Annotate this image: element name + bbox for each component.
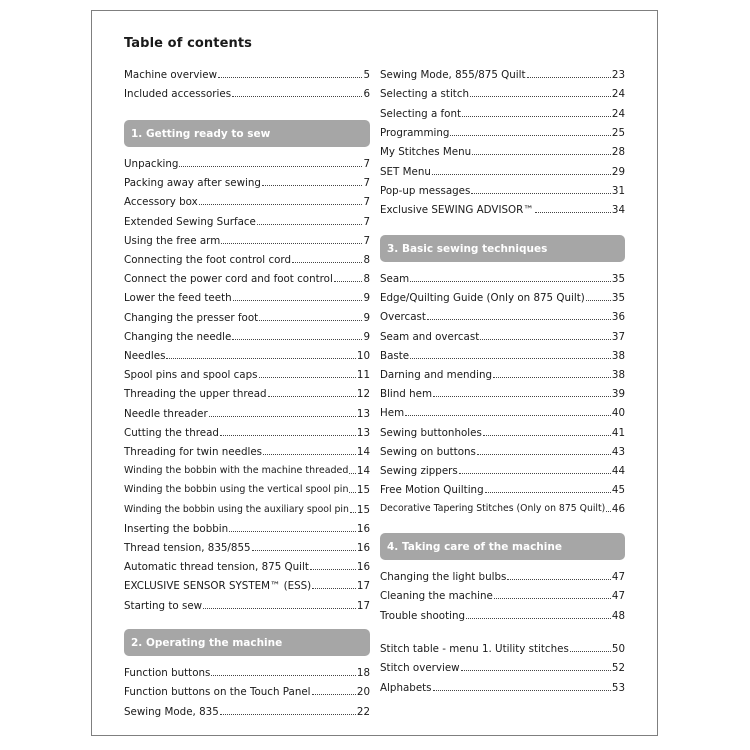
dot-leader — [229, 531, 356, 532]
dot-leader — [570, 651, 611, 652]
toc-entry-title: Unpacking — [124, 158, 179, 170]
toc-entry-title: Free Motion Quilting — [380, 484, 484, 497]
toc-entry — [124, 310, 370, 324]
toc-entry-page: 9 — [363, 311, 370, 324]
section-heading-1: 1. Getting ready to sew — [124, 120, 370, 147]
toc-entry-title: Connect the power cord and foot control — [124, 273, 333, 286]
dot-leader — [535, 212, 611, 213]
toc-entry — [380, 144, 625, 158]
toc-entry-title: Threading the upper thread — [124, 388, 267, 401]
toc-entry — [380, 482, 625, 496]
toc-entry-page: 22 — [356, 705, 370, 718]
toc-entry — [380, 405, 625, 419]
toc-entry — [124, 425, 370, 439]
dot-leader — [433, 690, 611, 691]
dot-leader — [221, 243, 362, 244]
toc-entry — [380, 125, 625, 139]
dot-leader — [410, 281, 611, 282]
dot-leader — [450, 135, 610, 136]
toc-entry-page: 38 — [611, 369, 625, 381]
dot-leader — [259, 377, 356, 378]
dot-leader — [350, 512, 356, 513]
dot-leader — [312, 694, 356, 695]
toc-entry-title: Extended Sewing Surface — [124, 215, 256, 228]
toc-entry-page: 16 — [356, 522, 370, 535]
toc-entry-page: 18 — [356, 667, 370, 679]
toc-entry-title: Decorative Tapering Stitches (Only on 875 Quilt) — [380, 503, 606, 515]
toc-entry-page: 16 — [356, 542, 370, 554]
toc-entry-title: Sewing on buttons — [380, 445, 476, 458]
toc-entry — [124, 559, 370, 573]
toc-entry-title: Alphabets — [380, 681, 432, 694]
toc-entry-page: 47 — [611, 590, 625, 603]
toc-entry-page: 35 — [611, 292, 625, 305]
toc-entry-page: 35 — [611, 273, 625, 285]
toc-entry — [124, 598, 370, 612]
toc-entry — [124, 463, 370, 477]
toc-entry-title: Starting to sew — [124, 599, 203, 612]
toc-entry — [380, 86, 625, 100]
toc-entry-title: Connecting the foot control cord — [124, 254, 291, 266]
toc-entry-page: 8 — [363, 273, 370, 286]
toc-entry-title: Programming — [380, 126, 450, 139]
toc-entry — [124, 540, 370, 554]
toc-entry-title: Edge/Quilting Guide (Only on 875 Quilt) — [380, 292, 585, 305]
toc-entry-page: 46 — [611, 503, 625, 516]
toc-entry-page: 43 — [611, 445, 625, 458]
toc-entry — [124, 386, 370, 400]
toc-entry-page: 10 — [356, 350, 370, 362]
toc-entry-title: Included accessories — [124, 88, 232, 101]
toc-entry-title: Needle threader — [124, 407, 208, 420]
toc-entry-page: 23 — [611, 69, 625, 81]
toc-entry-title: Inserting the bobbin — [124, 522, 229, 535]
toc-entry-page: 45 — [611, 484, 625, 497]
toc-entry — [380, 329, 625, 343]
toc-entry-page: 41 — [611, 426, 625, 439]
dot-leader — [211, 675, 355, 676]
toc-entry-page: 47 — [611, 571, 625, 583]
toc-entry-page: 44 — [611, 465, 625, 477]
toc-entry-page: 11 — [356, 369, 370, 382]
toc-entry-page: 38 — [611, 349, 625, 362]
section-heading-2: 2. Operating the machine — [124, 629, 370, 656]
dot-leader — [477, 454, 611, 455]
dot-leader — [527, 77, 611, 78]
dot-leader — [462, 116, 611, 117]
toc-entry — [124, 175, 370, 189]
toc-entry-page: 7 — [363, 234, 370, 247]
toc-entry-page: 24 — [611, 107, 625, 120]
toc-entry-page: 34 — [611, 204, 625, 217]
toc-entry-page: 16 — [356, 561, 370, 574]
toc-entry-title: Sewing Mode, 835 — [124, 705, 219, 718]
toc-entry-title: Function buttons on the Touch Panel — [124, 686, 311, 699]
toc-entry-page: 37 — [611, 330, 625, 343]
toc-entry — [380, 425, 625, 439]
toc-entry-title: Stitch table - menu 1. Utility stitches — [380, 643, 569, 655]
dot-leader — [480, 339, 611, 340]
dot-leader — [494, 598, 611, 599]
toc-entry — [380, 501, 625, 515]
dot-leader — [485, 492, 611, 493]
toc-entry-title: Overcast — [380, 311, 426, 324]
toc-entry — [124, 233, 370, 247]
dot-leader — [203, 608, 356, 609]
toc-entry — [124, 704, 370, 718]
toc-entry-title: Automatic thread tension, 875 Quilt — [124, 561, 309, 574]
toc-entry — [124, 348, 370, 362]
dot-leader — [466, 618, 611, 619]
toc-entry-page: 17 — [356, 599, 370, 612]
toc-entry-title: Changing the light bulbs — [380, 571, 507, 583]
toc-entry — [380, 183, 625, 197]
dot-leader — [349, 492, 355, 493]
toc-entry — [380, 271, 625, 285]
toc-entry-title: Seam — [380, 273, 410, 285]
toc-entry-title: Seam and overcast — [380, 330, 480, 343]
toc-entry — [380, 367, 625, 381]
dot-leader — [220, 714, 356, 715]
toc-entry — [380, 569, 625, 583]
toc-entry-page: 9 — [363, 292, 370, 305]
dot-leader — [427, 319, 611, 320]
dot-leader — [268, 396, 356, 397]
toc-entry — [380, 290, 625, 304]
toc-entry-page: 53 — [611, 681, 625, 694]
toc-entry — [124, 578, 370, 592]
dot-leader — [310, 569, 356, 570]
dot-leader — [493, 377, 611, 378]
toc-entry — [380, 67, 625, 81]
toc-entry — [124, 406, 370, 420]
toc-entry-title: Trouble shooting — [380, 609, 466, 622]
section-heading-4: 4. Taking care of the machine — [380, 533, 625, 560]
dot-leader — [606, 511, 611, 512]
toc-entry-page: 9 — [363, 330, 370, 343]
toc-entry-title: Lower the feed teeth — [124, 292, 232, 305]
dot-leader — [252, 550, 356, 551]
toc-entry-page: 13 — [356, 426, 370, 439]
dot-leader — [218, 77, 362, 78]
toc-entry-title: Blind hem — [380, 388, 433, 401]
dot-leader — [232, 339, 362, 340]
toc-entry — [124, 214, 370, 228]
toc-entry-title: Machine overview — [124, 69, 218, 81]
toc-entry-title: Needles — [124, 350, 166, 362]
dot-leader — [233, 300, 363, 301]
toc-entry — [380, 309, 625, 323]
dot-leader — [432, 174, 611, 175]
dot-leader — [507, 579, 611, 580]
toc-entry-title: Changing the presser foot — [124, 311, 259, 324]
toc-entry-page: 5 — [363, 69, 370, 81]
toc-entry-page: 39 — [611, 388, 625, 401]
dot-leader — [262, 185, 362, 186]
toc-entry-title: My Stitches Menu — [380, 146, 472, 159]
toc-entry-page: 24 — [611, 88, 625, 101]
toc-entry-page: 29 — [611, 165, 625, 178]
toc-entry — [380, 680, 625, 694]
toc-entry-title: Threading for twin needles — [124, 446, 263, 458]
dot-leader — [263, 454, 356, 455]
dot-leader — [471, 193, 611, 194]
toc-entry-page: 7 — [363, 215, 370, 228]
toc-entry-title: Hem — [380, 407, 405, 420]
toc-entry-page: 14 — [356, 465, 370, 478]
toc-entry — [380, 386, 625, 400]
dot-leader — [459, 473, 611, 474]
dot-leader — [209, 416, 356, 417]
dot-leader — [257, 224, 363, 225]
dot-leader — [292, 262, 362, 263]
toc-entry — [124, 684, 370, 698]
dot-leader — [410, 358, 611, 359]
toc-entry-title: Sewing zippers — [380, 465, 458, 477]
toc-entry-page: 15 — [356, 503, 370, 516]
toc-entry-title: Stitch overview — [380, 662, 460, 675]
toc-entry-title: Selecting a font — [380, 107, 462, 120]
toc-entry-title: Winding the bobbin using the vertical spool pin — [124, 484, 349, 496]
toc-entry-page: 8 — [363, 254, 370, 266]
toc-entry-page: 52 — [611, 662, 625, 675]
toc-entry — [380, 164, 625, 178]
toc-entry-page: 13 — [356, 407, 370, 420]
toc-entry-page: 25 — [611, 126, 625, 139]
toc-entry — [380, 641, 625, 655]
toc-entry-page: 6 — [363, 88, 370, 101]
toc-entry-page: 14 — [356, 446, 370, 458]
toc-entry-title: Exclusive SEWING ADVISOR™ — [380, 204, 534, 217]
dot-leader — [433, 396, 611, 397]
dot-leader — [334, 281, 363, 282]
toc-entry — [380, 444, 625, 458]
dot-leader — [312, 588, 356, 589]
toc-entry-title: Using the free arm — [124, 234, 221, 247]
toc-entry — [380, 588, 625, 602]
dot-leader — [259, 320, 362, 321]
toc-entry-title: Sewing buttonholes — [380, 426, 482, 439]
dot-leader — [405, 415, 611, 416]
toc-entry-title: Sewing Mode, 855/875 Quilt — [380, 69, 526, 81]
toc-entry-title: Pop-up messages — [380, 184, 471, 197]
toc-entry — [124, 271, 370, 285]
toc-entry — [380, 660, 625, 674]
toc-entry-title: Spool pins and spool caps — [124, 369, 258, 382]
toc-entry — [124, 502, 370, 516]
toc-entry — [124, 665, 370, 679]
dot-leader — [166, 358, 355, 359]
toc-entry — [124, 367, 370, 381]
dot-leader — [220, 435, 356, 436]
toc-entry — [380, 348, 625, 362]
toc-entry — [124, 521, 370, 535]
toc-entry — [124, 86, 370, 100]
page-title: Table of contents — [124, 36, 253, 51]
toc-entry-page: 7 — [363, 177, 370, 190]
toc-entry-title: Selecting a stitch — [380, 88, 470, 101]
toc-entry — [124, 156, 370, 170]
toc-entry-title: Accessory box — [124, 196, 198, 209]
toc-entry-title: EXCLUSIVE SENSOR SYSTEM™ (ESS) — [124, 580, 312, 593]
toc-entry-page: 17 — [356, 580, 370, 593]
toc-entry-title: SET Menu — [380, 165, 431, 178]
dot-leader — [179, 166, 362, 167]
toc-entry — [124, 194, 370, 208]
toc-entry-title: Winding the bobbin with the machine threaded — [124, 465, 349, 477]
toc-entry — [124, 444, 370, 458]
toc-entry-page: 50 — [611, 643, 625, 655]
toc-entry-page: 12 — [356, 388, 370, 401]
toc-entry-page: 36 — [611, 311, 625, 324]
toc-entry — [124, 329, 370, 343]
toc-entry — [124, 252, 370, 266]
toc-entry — [124, 67, 370, 81]
toc-entry — [124, 482, 370, 496]
toc-entry-page: 15 — [356, 484, 370, 497]
section-heading-3: 3. Basic sewing techniques — [380, 235, 625, 262]
toc-entry-title: Darning and mending — [380, 369, 493, 381]
toc-entry-title: Winding the bobbin using the auxiliary spool pin — [124, 503, 349, 515]
toc-entry — [380, 463, 625, 477]
dot-leader — [199, 204, 363, 205]
toc-entry-title: Thread tension, 835/855 — [124, 542, 251, 554]
toc-entry-page: 28 — [611, 146, 625, 159]
dot-leader — [586, 300, 611, 301]
toc-entry-page: 20 — [356, 686, 370, 699]
dot-leader — [349, 473, 355, 474]
toc-entry — [380, 608, 625, 622]
dot-leader — [483, 435, 611, 436]
toc-entry-page: 48 — [611, 609, 625, 622]
toc-entry-title: Function buttons — [124, 667, 211, 679]
toc-entry-title: Changing the needle — [124, 330, 232, 343]
toc-entry-page: 31 — [611, 184, 625, 197]
dot-leader — [461, 670, 611, 671]
toc-entry-title: Cleaning the machine — [380, 590, 493, 603]
toc-entry — [380, 202, 625, 216]
dot-leader — [232, 96, 362, 97]
dot-leader — [472, 154, 611, 155]
toc-entry — [380, 106, 625, 120]
toc-entry-page: 40 — [611, 407, 625, 420]
toc-entry — [124, 290, 370, 304]
toc-entry-page: 7 — [363, 158, 370, 170]
toc-entry-title: Cutting the thread — [124, 426, 219, 439]
toc-entry-title: Baste — [380, 349, 410, 362]
toc-entry-title: Packing away after sewing — [124, 177, 261, 190]
toc-entry-page: 7 — [363, 196, 370, 209]
dot-leader — [470, 96, 611, 97]
